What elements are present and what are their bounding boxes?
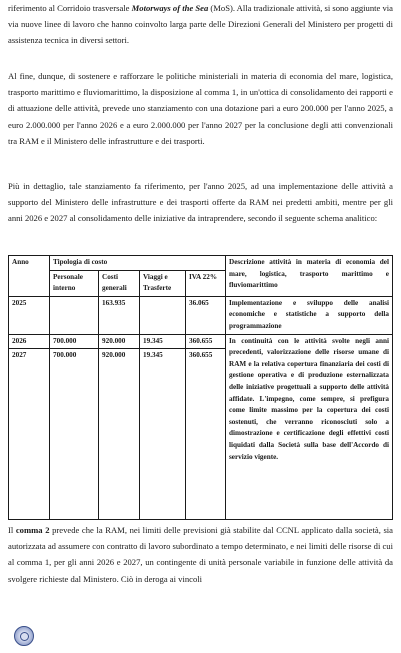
cell-iva: 360.655 [186, 334, 226, 349]
cell-descrizione: Implementazione e sviluppo delle analisi economiche e statistiche a supporto della programmazione [226, 296, 393, 334]
table-row [9, 334, 393, 349]
header-costi: Costi generali [99, 270, 140, 296]
paragraph-mos [8, 0, 393, 49]
cell-costi: 163.935 [99, 296, 140, 334]
header-iva: IVA 22% [186, 270, 226, 296]
header-viaggi: Viaggi e Trasferte [140, 270, 186, 296]
p1-italic-term: Motorways of the Sea [131, 3, 209, 13]
p1-text-a: riferimento al Corridoio trasversale [8, 3, 132, 13]
paragraph-comma-2 [8, 522, 393, 587]
cell-costi: 920.000 [99, 349, 140, 520]
cell-anno: 2027 [9, 349, 50, 520]
cell-personale [50, 296, 99, 334]
cell-costi: 920.000 [99, 334, 140, 349]
cell-viaggi [140, 296, 186, 334]
table-header-row [9, 256, 393, 271]
paragraph-dettaglio: Più in dettaglio, tale stanziamento fa riferimento, per l'anno 2025, ad una implementazione delle attività a supporto del Ministero delle infrastrutture e dei trasporti offerte da RAM nei predetti ambiti, mentre per gli anni 2026 e 2027 al consolidamento delle iniziative da intraprendere, secondo il seguente schema analitico: [8, 181, 393, 224]
cell-iva: 36.065 [186, 296, 226, 334]
cell-iva: 360.655 [186, 349, 226, 520]
cell-anno: 2026 [9, 334, 50, 349]
table-row [9, 296, 393, 334]
header-personale: Personale interno [50, 270, 99, 296]
cost-table [8, 255, 393, 520]
cell-descrizione: In continuità con le attività svolte negli anni precedenti, valorizzazione delle risorse umane di RAM e la relativa copertura finanziaria dei costi di gestione operativa e di produzione esternalizzata delle iniziative progettuali a supporto delle attività affidate. L'impegno, come sempre, si prefigura come limite massimo per la copertura dei costi sostenuti, che verranno riconosciuti solo a dimostrazione e certificazione degli effettivi costi liquidati dalla Società sulla base dell'Accordo di servizio vigente. [226, 334, 393, 520]
p4-bold-term: comma 2 [15, 525, 50, 535]
cell-viaggi: 19.345 [140, 349, 186, 520]
p4-text-a: Il [8, 525, 16, 535]
cell-personale: 700.000 [50, 349, 99, 520]
header-tipologia: Tipologia di costo [50, 256, 226, 271]
seal-icon [14, 626, 34, 646]
cell-anno: 2025 [9, 296, 50, 334]
cell-personale: 700.000 [50, 334, 99, 349]
p1-text-c: (MoS). Alla tradizionale attività, si sono aggiunte via via nuove linee di lavoro che hanno coinvolto larga parte delle Direzioni Generali del Ministero per progetti di assistenza tecnica in diversi settori. [8, 3, 393, 46]
cell-viaggi: 19.345 [140, 334, 186, 349]
paragraph-comma-1: Al fine, dunque, di sostenere e rafforzare le politiche ministeriali in materia di economia del mare, logistica, trasporto marittimo e fluviomarittimo, la disposizione al comma 1, in un'ottica di consolidamento dei rapporti e di attuazione delle attività, prevede uno stanziamento con una dotazione pari a euro 200.000 per l'anno 2025, a euro 2.000.000 per l'anno 2026 e a euro 2.000.000 per l'anno 2027 per la conclusione degli atti convenzionali tra RAM e il Ministero delle infrastrutture e dei trasporti. [8, 71, 393, 146]
header-descrizione: Descrizione attività in materia di economia del mare, logistica, trasporto marittimo e fluviomarittimo [226, 256, 393, 297]
p4-text-c: prevede che la RAM, nei limiti delle previsioni già stabilite dal CCNL applicato dalla società, sia autorizzata ad assumere con contratto di lavoro subordinato a tempo determinato, e nei limiti delle risorse di cui al comma 1, per gli anni 2026 e 2027, un contingente di unità personale variabile in funzione delle attività da svolgere richieste dal Ministero. Ciò in deroga ai vincoli [8, 525, 393, 584]
header-anno: Anno [9, 256, 50, 297]
